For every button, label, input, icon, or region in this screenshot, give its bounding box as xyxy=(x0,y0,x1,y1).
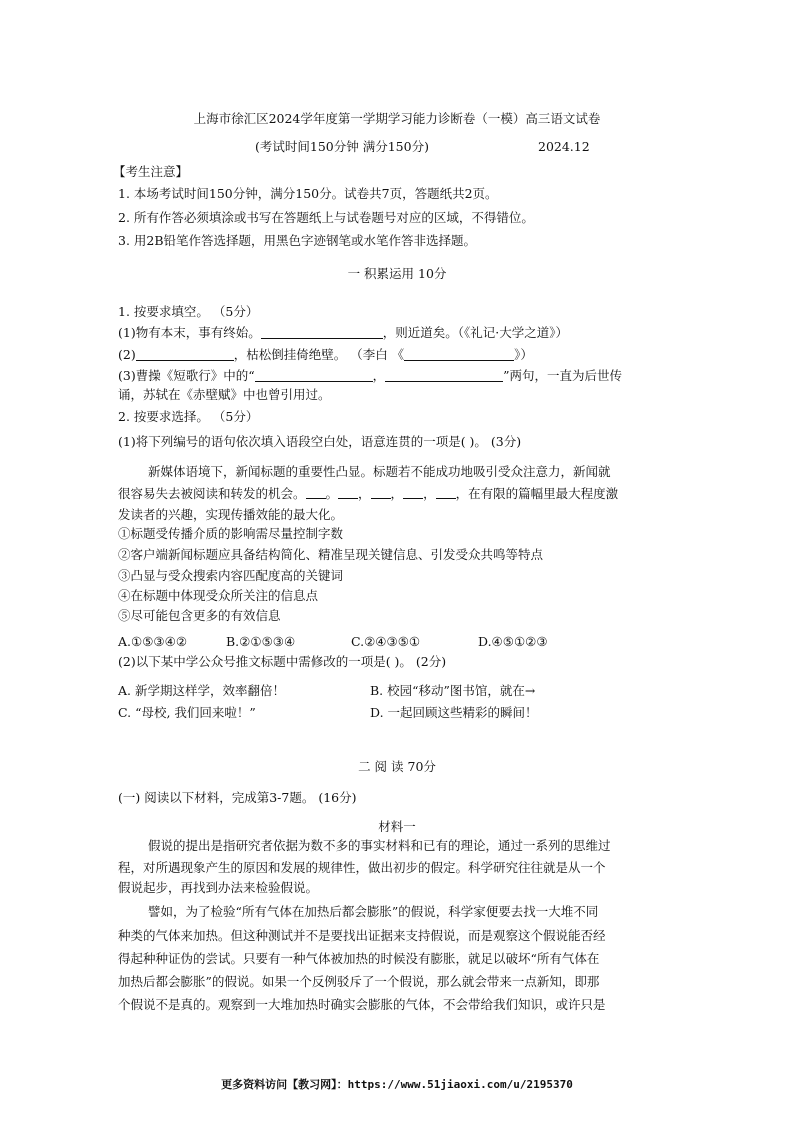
passage-line: 假说起步，再找到办法来检验假说。 xyxy=(118,880,319,895)
blank-line[interactable] xyxy=(261,326,383,339)
option-b[interactable]: B.②①⑤③④ xyxy=(226,634,296,649)
blank-line[interactable] xyxy=(404,348,514,361)
sentence-item: ①标题受传播介质的影响需尽量控制字数 xyxy=(118,526,344,541)
q1-line-2 xyxy=(118,348,533,362)
passage-line: 假说的提出是指研究者依据为数不多的事实材料和已有的理论，通过一系列的思维过 xyxy=(148,838,611,853)
section-title-1: 一 积累运用 10分 xyxy=(347,266,447,281)
q1-line-3-suffix: ”两句，一直为后世传 xyxy=(503,368,623,383)
passage-line: 很容易失去被阅读和转发的机会。 。 ， ， ， ，在有限的篇幅里最大程度激 xyxy=(118,486,619,501)
option-a[interactable]: A.①⑤③④② xyxy=(118,634,188,649)
blank-line[interactable] xyxy=(306,488,326,499)
q1-line-3 xyxy=(118,369,622,383)
sentence-item: ②客户端新闻标题应具备结构简化、精准呈现关键信息、引发受众共鸣等特点 xyxy=(118,547,544,562)
q1-line-2-suffix: 》） xyxy=(514,347,533,362)
notice-item: 2. 所有作答必须填涂或书写在答题纸上与试卷题号对应的区域，不得错位。 xyxy=(118,210,534,225)
q2-sub2: (2)以下某中学公众号推文标题中需修改的一项是( )。 (2分) xyxy=(118,654,447,669)
q1-line-2-middle: ，枯松倒挂倚绝壁。 （李白 《 xyxy=(233,347,405,362)
q1-line-1-suffix: ，则近道矣。（《礼记·大学之道》） xyxy=(382,325,568,340)
notice-item: 1. 本场考试时间150分钟，满分150分。试卷共7页，答题纸共2页。 xyxy=(118,186,498,201)
q1-line-3-prefix: (3)曹操《短歌行》中的“ xyxy=(118,368,255,383)
exam-date: 2024.12 xyxy=(538,139,590,154)
passage-line: 种类的气体来加热。但这种测试并不是要找出证据来支持假说，而是观察这个假说能否经 xyxy=(118,928,606,943)
q1-stem: 1. 按要求填空。 （5分） xyxy=(118,304,259,319)
blank-line[interactable] xyxy=(371,488,391,499)
exam-time-info: (考试时间150分钟 满分150分) xyxy=(255,139,429,154)
q1-line-2-prefix: (2) xyxy=(118,347,136,362)
part-heading: (一) 阅读以下材料，完成第3-7题。 (16分) xyxy=(118,790,357,805)
q1-line-1 xyxy=(118,326,568,340)
passage-line: 譬如，为了检验“所有气体在加热后都会膨胀”的假说，科学家便要去找一大堆不同 xyxy=(148,904,599,919)
q1-line-3-comma: ， xyxy=(372,368,386,383)
passage-line: 加热后都会膨胀”的假说。如果一个反例驳斥了一个假说，那么就会带来一点新知，即那 xyxy=(118,974,600,989)
passage-line: 得起种种证伪的尝试。只要有一种气体被加热的时候没有膨胀，就足以破坏“所有气体在 xyxy=(118,951,600,966)
q1-line-1-prefix: (1)物有本末，事有终始。 xyxy=(118,325,261,340)
material-title: 材料一 xyxy=(378,819,416,834)
option-d[interactable]: D. 一起回顾这些精彩的瞬间！ xyxy=(370,705,538,720)
passage-line-prefix: 很容易失去被阅读和转发的机会。 xyxy=(118,486,306,501)
passage-line-suffix: ，在有限的篇幅里最大程度激 xyxy=(455,486,619,501)
option-a[interactable]: A. 新学期这样学，效率翻倍！ xyxy=(118,683,285,698)
exam-title: 上海市徐汇区2024学年度第一学期学习能力诊断卷（一模）高三语文试卷 xyxy=(193,111,601,126)
q2-stem: 2. 按要求选择。 （5分） xyxy=(118,409,259,424)
notice-heading: 【考生注意】 xyxy=(113,164,189,179)
blank-line[interactable] xyxy=(403,488,423,499)
blank-line[interactable] xyxy=(338,488,358,499)
q2-sub1: (1)将下列编号的语句依次填入语段空白处，语意连贯的一项是( )。 (3分) xyxy=(118,434,522,449)
passage-line: 个假说不是真的。观察到一大堆加热时确实会膨胀的气体，不会带给我们知识，或许只是 xyxy=(118,997,606,1012)
blank-line[interactable] xyxy=(436,488,456,499)
footer-link[interactable]: 更多资料访问【教习网】：https://www.51jiaoxi.com/u/2195370 xyxy=(221,1078,573,1091)
sentence-item: ③凸显与受众搜索内容匹配度高的关键词 xyxy=(118,568,344,583)
option-c[interactable]: C.②④③⑤① xyxy=(351,634,421,649)
section-title-2: 二 阅 读 70分 xyxy=(358,759,436,774)
option-c[interactable]: C. “母校, 我们回来啦！” xyxy=(118,705,256,720)
blank-line[interactable] xyxy=(136,348,234,361)
sentence-item: ⑤尽可能包含更多的有效信息 xyxy=(118,608,281,623)
q1-line-4: 诵，苏轼在《赤壁赋》中也曾引用过。 xyxy=(118,387,331,402)
passage-line: 新媒体语境下，新闻标题的重要性凸显。标题若不能成功地吸引受众注意力，新闻就 xyxy=(148,464,611,479)
option-d[interactable]: D.④⑤①②③ xyxy=(478,634,548,649)
blank-line[interactable] xyxy=(255,369,373,382)
sentence-item: ④在标题中体现受众所关注的信息点 xyxy=(118,588,319,603)
passage-line: 程，对所遇现象产生的原因和发展的规律性，做出初步的假定。科学研究往往就是从一个 xyxy=(118,860,606,875)
passage-line: 发读者的兴趣，实现传播效能的最大化。 xyxy=(118,507,344,522)
blank-line[interactable] xyxy=(385,369,503,382)
option-b[interactable]: B. 校园“移动”图书馆，就在→ xyxy=(370,683,536,698)
notice-item: 3. 用2B铅笔作答选择题，用黑色字迹钢笔或水笔作答非选择题。 xyxy=(118,233,477,248)
